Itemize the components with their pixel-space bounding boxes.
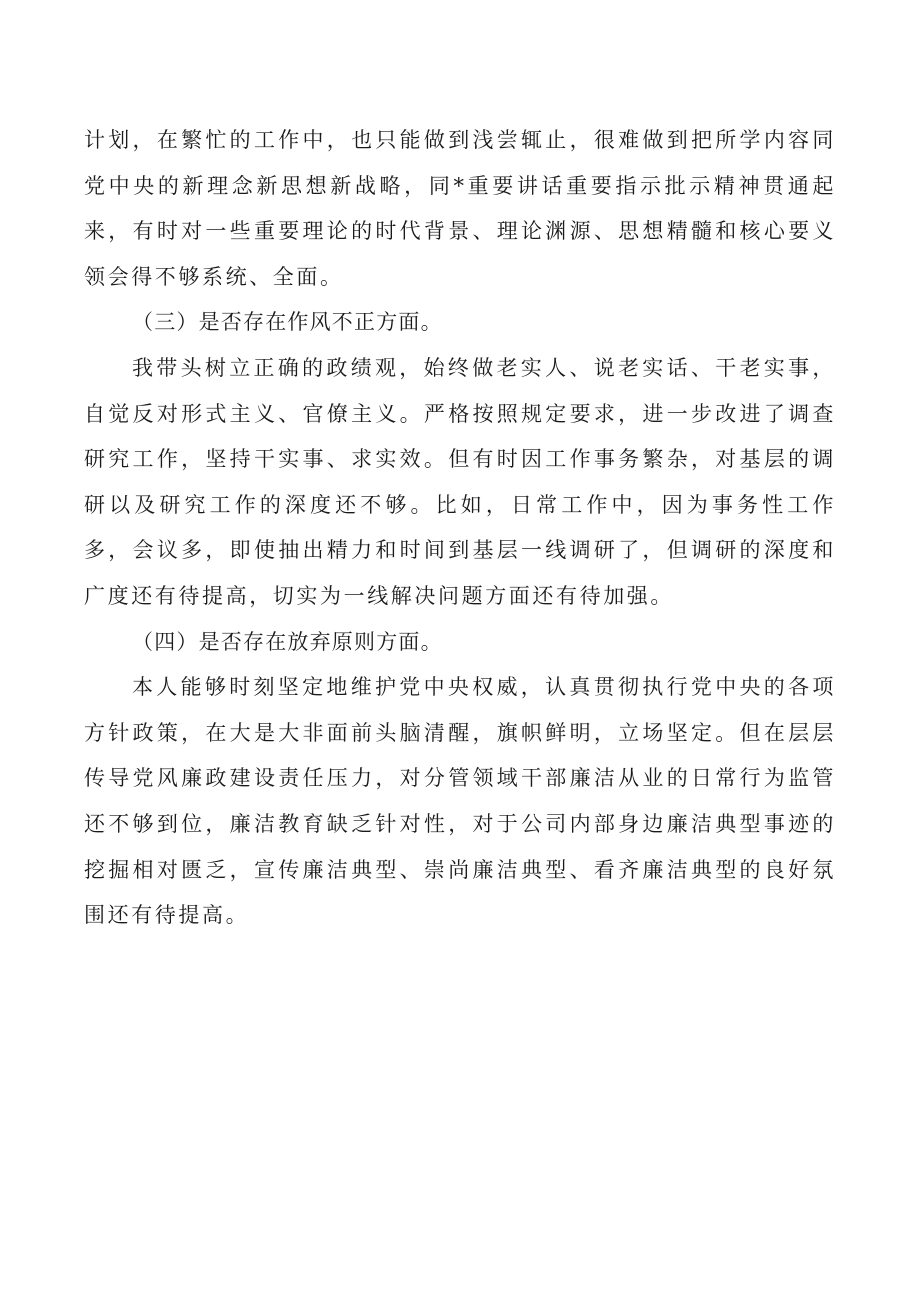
document-body bbox=[84, 118, 836, 939]
section-heading-principles: （四）是否存在放弃原则方面。 bbox=[132, 629, 443, 654]
section-heading-work-style: （三）是否存在作风不正方面。 bbox=[132, 310, 443, 335]
paragraph-work-style: 我带头树立正确的政绩观，始终做老实人、说老实话、干老实事，自觉反对形式主义、官僚主义。严格按照规定要求，进一步改进了调查研究工作，坚持干实事、求实效。但有时因工作事务繁杂，对基层的调研以及研究工作的深度还不够。比如，日常工作中，因为事务性工作多，会议多，即使抽出精力和时间到基层一线调研了，但调研的深度和广度还有待提高，切实为一线解决问题方面还有待加强。 bbox=[84, 355, 836, 608]
paragraph-principles: 本人能够时刻坚定地维护党中央权威，认真贯彻执行党中央的各项方针政策，在大是大非面前头脑清醒，旗帜鲜明，立场坚定。但在层层传导党风廉政建设责任压力，对分管领域干部廉洁从业的日常行为监管还不够到位，廉洁教育缺乏针对性，对于公司内部身边廉洁典型事迹的挖掘相对匮乏，宣传廉洁典型、崇尚廉洁典型、看齐廉洁典型的良好氛围还有待提高。 bbox=[84, 675, 836, 928]
paragraph-continued-study: 计划，在繁忙的工作中，也只能做到浅尝辄止，很难做到把所学内容同党中央的新理念新思想新战略，同*重要讲话重要指示批示精神贯通起来，有时对一些重要理论的时代背景、理论渊源、思想精髓和核心要义领会得不够系统、全面。 bbox=[84, 128, 836, 289]
